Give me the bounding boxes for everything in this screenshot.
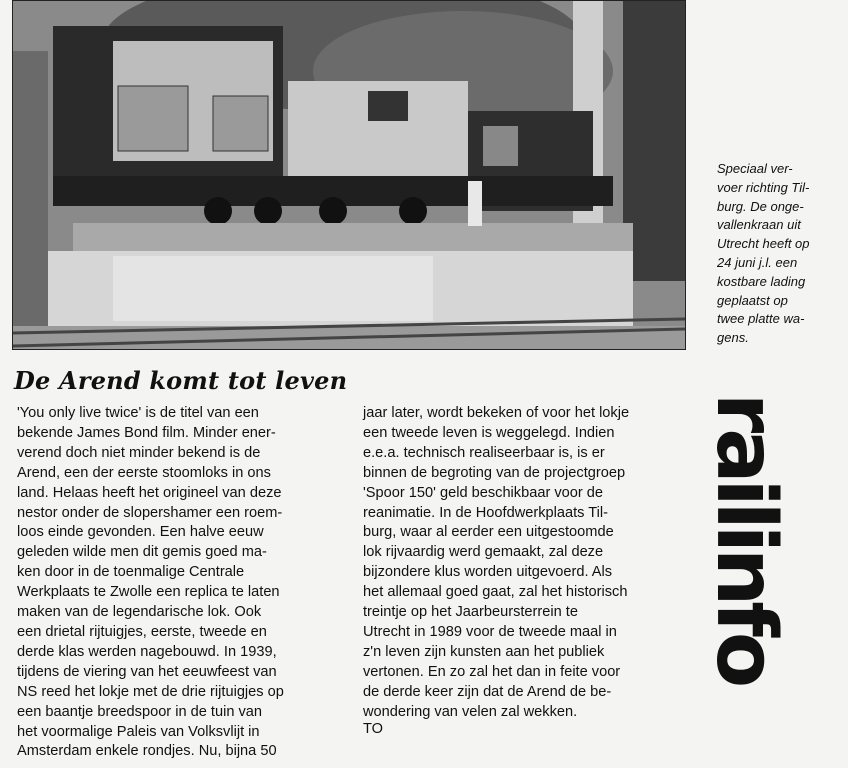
article-column-2 [363, 404, 629, 723]
body-line: binnen de begroting van de projectgroep [363, 464, 626, 481]
body-line: de derde keer zijn dat de Arend de be- [363, 683, 612, 700]
caption-line: Speciaal ver- [717, 161, 793, 176]
body-line: e.e.a. technisch realiseerbaar is, is er [363, 444, 605, 461]
body-line: NS reed het lokje met de drie rijtuigjes op [17, 683, 284, 700]
body-line: burg, waar al eerder een uitgestoomde [363, 524, 614, 541]
caption-line: voer richting Til- [717, 179, 810, 195]
body-line: lok rijvaardig werd gemaakt, zal deze [363, 544, 604, 561]
body-line: tijdens de viering van het eeuwfeest van [17, 663, 277, 680]
caption-line: Utrecht heeft op [717, 236, 810, 252]
body-line: een drietal rijtuigjes, eerste, tweede en [17, 623, 267, 640]
body-line: het allemaal goed gaat, zal het historisch [363, 584, 628, 601]
body-line: vertonen. En zo zal het dan in feite voor [363, 663, 621, 680]
railway-wagons-photo [12, 0, 686, 350]
body-line: z'n leven zijn kunsten aan het publiek [363, 643, 605, 660]
body-line: Amsterdam enkele rondjes. Nu, bijna 50 [17, 743, 277, 760]
body-line: nestor onder de slopershamer een roem- [17, 504, 283, 521]
article-column-1 [17, 404, 284, 762]
caption-line: kostbare lading [717, 273, 806, 289]
body-line: Werkplaats te Zwolle een replica te laten [17, 584, 280, 601]
body-line: ken door in de toenmalige Centrale [17, 564, 245, 581]
body-line: verend doch niet minder bekend is de [17, 444, 261, 461]
author-signature: TO [363, 721, 384, 737]
body-line: jaar later, wordt bekeken of voor het lokje [363, 405, 630, 421]
caption-line: twee platte wa- [717, 311, 805, 327]
body-line: een baantje breedspoor in de tuin van [17, 703, 263, 720]
body-line: Arend, een der eerste stoomloks in ons [17, 464, 271, 481]
body-line: geleden wilde men dit gemis goed ma- [17, 544, 267, 561]
caption-line: gens. [717, 330, 749, 346]
photo-illustration [13, 1, 685, 349]
body-line: bekende James Bond film. Minder ener- [17, 424, 276, 441]
body-line: Utrecht in 1989 voor de tweede maal in [363, 623, 617, 640]
article-title: De Arend komt tot leven [14, 366, 348, 395]
body-line: maken van de legendarische lok. Ook [17, 604, 262, 621]
body-line: 'Spoor 150' geld beschikbaar voor de [363, 484, 604, 501]
caption-line: burg. De onge- [717, 198, 804, 214]
body-line: loos einde gevonden. Een halve eeuw [17, 524, 264, 541]
body-line: treintje op het Jaarbeursterrein te [363, 604, 578, 621]
photo-caption [717, 160, 841, 348]
railinfo-logo-text: railinfo [698, 392, 793, 684]
body-line: land. Helaas heeft het origineel van deze [17, 484, 282, 501]
caption-line: vallenkraan uit [717, 217, 801, 233]
railinfo-logo [698, 392, 793, 684]
body-line: derde klas werden nagebouwd. In 1939, [17, 643, 277, 660]
caption-line: 24 juni j.l. een [717, 254, 798, 270]
body-line: bijzondere klus worden uitgevoerd. Als [363, 564, 613, 581]
body-line: het voormalige Paleis van Volksvlijt in [17, 723, 260, 740]
caption-line: geplaatst op [717, 292, 788, 308]
body-line: 'You only live twice' is de titel van een [17, 405, 259, 421]
body-line: reanimatie. In de Hoofdwerkplaats Til- [363, 504, 608, 521]
body-line: wondering van velen zal wekken. [363, 703, 578, 720]
body-line: een tweede leven is weggelegd. Indien [363, 424, 615, 441]
